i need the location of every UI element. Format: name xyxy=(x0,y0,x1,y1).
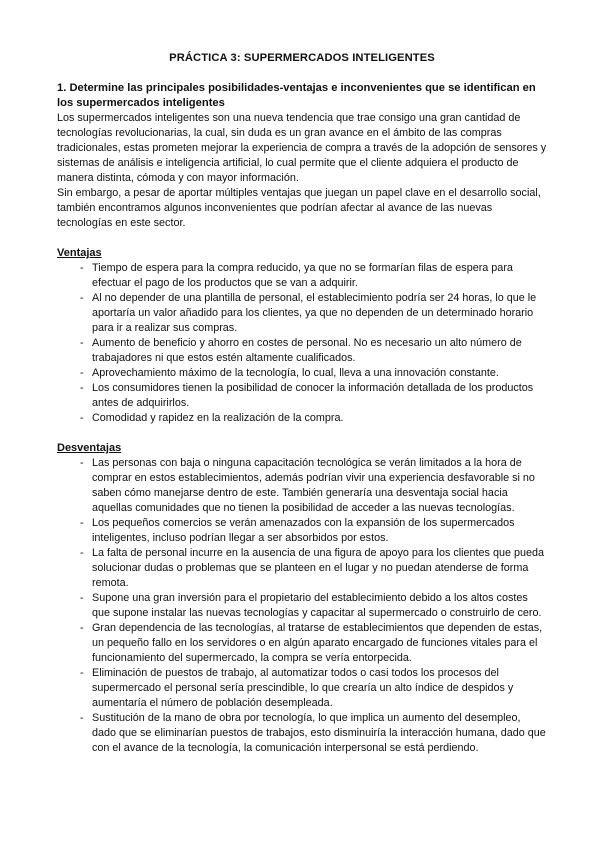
dash-bullet: - xyxy=(80,592,84,604)
list-item xyxy=(57,666,547,711)
list-item-text: Las personas con baja o ninguna capacitación tecnológica se verán limitados a la hora de comprar en estos establecimientos, además podrían vivir una experiencia desfavorable si no saben cómo manejarse dentro de este. También generaría una desventaja social hacia aquellas comunidades que no tienen la posibilidad de acceder a las nuevas tecnologías. xyxy=(92,457,535,514)
list-item-text: Eliminación de puestos de trabajo, al automatizar todos o casi todos los procesos del supermercado el personal sería prescindible, lo que crearía un alto índice de despidos y aumentaría el número de población desempleada. xyxy=(92,667,514,709)
dash-bullet: - xyxy=(80,667,84,679)
document-title: PRÁCTICA 3: SUPERMERCADOS INTELIGENTES xyxy=(169,52,435,64)
intro-paragraph-1: Los supermercados inteligentes son una nueva tendencia que trae consigo una gran cantidad de tecnologías revolucionarias, la cual, sin duda es un gran avance en el ámbito de las compras tradicionales, estas prometen mejorar la experiencia de compra a través de la adopción de sensores y sistemas de análisis e inteligencia artificial, lo cual permite que el cliente adquiera el producto de manera distinta, cómoda y con mayor información. xyxy=(57,112,547,184)
list-item xyxy=(57,516,547,546)
dash-bullet: - xyxy=(80,382,84,394)
list-item-text: Al no depender de una plantilla de personal, el establecimiento podría ser 24 horas, lo que le aportaría un valor añadido para los clientes, ya que no dependen de un determinado horario para ir a realizar sus compras. xyxy=(92,292,537,334)
question-heading: 1. Determine las principales posibilidades-ventajas e inconvenientes que se identifican en los supermercados inteligentes xyxy=(57,82,536,109)
list-item xyxy=(57,546,547,591)
list-item-text: Los pequeños comercios se verán amenazados con la expansión de los supermercados inteligentes, incluso podrían llegar a ser absorbidos por estos. xyxy=(92,517,515,544)
list-item xyxy=(57,411,547,426)
list-item-text: La falta de personal incurre en la ausencia de una figura de apoyo para los clientes que pueda solucionar dudas o problemas que se planteen en el lugar y no puedan atenderse de forma remota. xyxy=(92,547,544,589)
list-item xyxy=(57,711,547,756)
ventajas-heading: Ventajas xyxy=(57,247,102,259)
list-item-text: Comodidad y rapidez en la realización de la compra. xyxy=(92,412,344,424)
dash-bullet: - xyxy=(80,517,84,529)
list-item xyxy=(57,261,547,291)
dash-bullet: - xyxy=(80,292,84,304)
list-item-text: Los consumidores tienen la posibilidad de conocer la información detallada de los productos antes de adquirirlos. xyxy=(92,382,534,409)
list-item xyxy=(57,591,547,621)
spacer xyxy=(57,231,547,246)
document-page xyxy=(57,52,547,756)
list-item-text: Aumento de beneficio y ahorro en costes de personal. No es necesario un alto número de trabajadores ni que estos estén altamente cualificados. xyxy=(92,337,522,364)
dash-bullet: - xyxy=(80,622,84,634)
list-item xyxy=(57,336,547,366)
dash-bullet: - xyxy=(80,547,84,559)
dash-bullet: - xyxy=(80,712,84,724)
dash-bullet: - xyxy=(80,262,84,274)
list-item-text: Tiempo de espera para la compra reducido, ya que no se formarían filas de espera para efectuar el pago de los productos que se van a adquirir. xyxy=(92,262,513,289)
list-item xyxy=(57,456,547,516)
dash-bullet: - xyxy=(80,457,84,469)
list-item-text: Supone una gran inversión para el propietario del establecimiento debido a los altos costes que supone instalar las nuevas tecnologías y capacitar al supermercado o construirlo de cero. xyxy=(92,592,542,619)
list-item-text: Gran dependencia de las tecnologías, al tratarse de establecimientos que dependen de estas, un pequeño fallo en los servidores o en algún aparato encargado de funciones vitales para el funcionamiento del supermercado, la compra se vería entorpecida. xyxy=(92,622,543,664)
list-item-text: Sustitución de la mano de obra por tecnología, lo que implica un aumento del desempleo, dado que se eliminarían puestos de trabajos, esto disminuiría la interacción humana, dado que con el avance de la tecnología, la comunicación interpersonal se está perdiendo. xyxy=(92,712,546,754)
list-item xyxy=(57,621,547,666)
list-item xyxy=(57,381,547,411)
intro-paragraph-2: Sin embargo, a pesar de aportar múltiples ventajas que juegan un papel clave en el desarrollo social, también encontramos algunos inconvenientes que podrían afectar al avance de las nuevas tecnologías en este sector. xyxy=(57,187,541,229)
dash-bullet: - xyxy=(80,337,84,349)
list-item xyxy=(57,291,547,336)
list-item-text: Aprovechamiento máximo de la tecnología, lo cual, lleva a una innovación constante. xyxy=(92,367,499,379)
dash-bullet: - xyxy=(80,367,84,379)
list-item xyxy=(57,366,547,381)
ventajas-list xyxy=(57,261,547,426)
dash-bullet: - xyxy=(80,412,84,424)
desventajas-list xyxy=(57,456,547,756)
spacer xyxy=(57,426,547,441)
desventajas-heading: Desventajas xyxy=(57,442,122,454)
